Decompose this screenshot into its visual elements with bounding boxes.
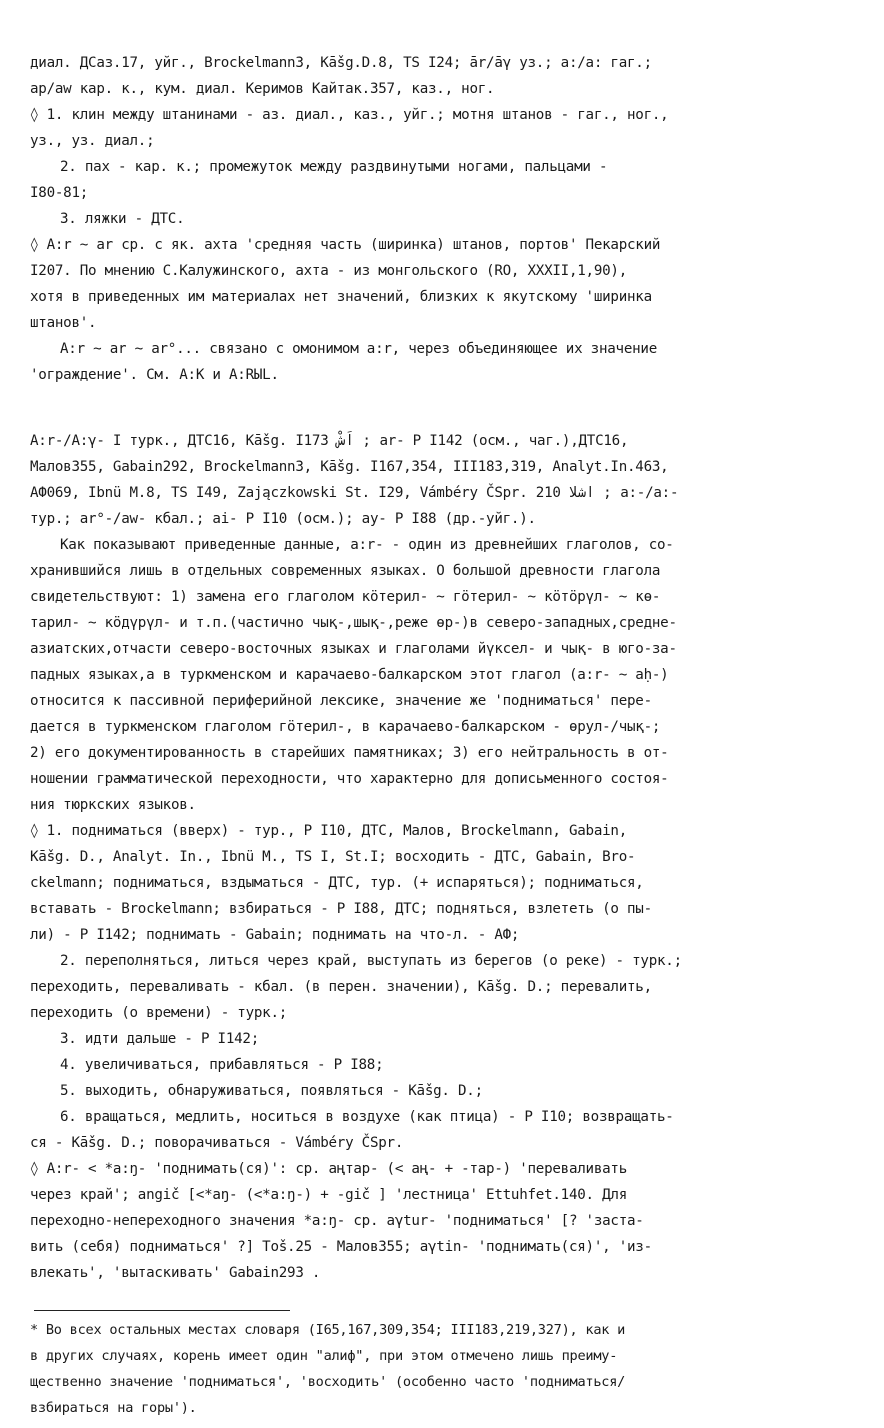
entry-ar-noun <box>30 50 862 388</box>
footnote-line: в других случаях, корень имеет один "алиф", при этом отмечено лишь преиму- <box>30 1348 618 1364</box>
text-line: 5. выходить, обнаруживаться, появляться - Kāšg. D.; <box>60 1083 483 1099</box>
text-line: хотя в приведенных им материалах нет значений, близких к якутскому 'ширинка <box>30 289 652 305</box>
text-line: Как показывают приведенные данные, a:r- - один из древнейших глаголов, со- <box>60 537 674 553</box>
text-line: переходно-непереходного значения *a:ŋ- ср. aγtur- 'подниматься' [? 'заста- <box>30 1213 644 1229</box>
text-line: азиатских,отчасти северо-восточных языках и глаголами йүксел- и чық- в юго-за- <box>30 641 677 657</box>
text-line: ли) - P I142; поднимать - Gabain; поднимать на что-л. - АФ; <box>30 927 520 943</box>
footnote-line: взбираться на горы'). <box>30 1400 197 1416</box>
text-line: вить (себя) подниматься' ?] Toš.25 - Малов355; aγtin- 'поднимать(ся)', 'из- <box>30 1239 652 1255</box>
text-line: относится к пассивной периферийной лексике, значение же 'подниматься' пере- <box>30 693 652 709</box>
text-line: уз., уз. диал.; <box>30 133 155 149</box>
text-line: хранившийся лишь в отдельных современных языках. О большой древности глагола <box>30 563 661 579</box>
text-line: 2) его документированность в старейших памятниках; 3) его нейтральность в от- <box>30 745 669 761</box>
text-line: Kāšg. D., Analyt. In., Ibnü M., TS I, St.I; восходить - ДТС, Gabain, Bro- <box>30 849 636 865</box>
text-line: ся - Kāšg. D.; поворачиваться - Vámbéry ČSpr. <box>30 1135 404 1151</box>
text-line: 3. идти дальше - P I142; <box>60 1031 259 1047</box>
text-line: штанов'. <box>30 315 97 331</box>
text-line: через край'; angič [<*aŋ- (<*a:ŋ-) + -gič ] 'лестница' Ettuhfet.140. Для <box>30 1187 627 1203</box>
text-line: A:r-/A:γ- I турк., ДТС16, Kāšg. I173 اَشْ ; ar- P I142 (осм., чаг.),ДТС16, <box>30 433 629 449</box>
text-line: 2. пах - кар. к.; промежуток между раздвинутыми ногами, пальцами - <box>60 159 608 175</box>
section-gap <box>30 414 862 428</box>
text-line: ◊ A:r- < *a:ŋ- 'поднимать(ся)': ср. аңтар- (< аң- + -тар-) 'переваливать <box>30 1161 627 1177</box>
text-line: 6. вращаться, медлить, носиться в воздухе (как птица) - P I10; возвращать- <box>60 1109 674 1125</box>
text-line: переходить, переваливать - кбал. (в перен. значении), Kāšg. D.; перевалить, <box>30 979 652 995</box>
text-line: ◊ A:r ~ ar ср. с як. ахта 'средняя часть (ширинка) штанов, портов' Пекарский <box>30 237 661 253</box>
text-line: ◊ 1. подниматься (вверх) - тур., P I10, ДТС, Малов, Brockelmann, Gabain, <box>30 823 627 839</box>
text-line: ◊ 1. клин между штанинами - аз. диал., каз., уйг.; мотня штанов - гаг., ног., <box>30 107 669 123</box>
text-line: 4. увеличиваться, прибавляться - P I88; <box>60 1057 384 1073</box>
text-line: ар/aw кар. к., кум. диал. Керимов Кайтак.357, каз., ног. <box>30 81 495 97</box>
text-line: переходить (о времени) - турк.; <box>30 1005 288 1021</box>
footnote <box>30 1317 862 1421</box>
footnote-line: * Во всех остальных местах словаря (I65,167,309,354; III183,219,327), как и <box>30 1322 626 1338</box>
text-line: АФ069, Ibnü M.8, TS I49, Zajączkowski St. I29, Vámbéry ČSpr. 210 اشلا ; a:-/a:- <box>30 485 679 501</box>
text-line: ношении грамматической переходности, что характерно для дописьменного состоя- <box>30 771 669 787</box>
text-line: 2. переполняться, литься через край, выступать из берегов (о реке) - турк.; <box>60 953 682 969</box>
text-line: дается в туркменском глаголом гӧтерил-, в карачаево-балкарском - өрул-/чық-; <box>30 719 661 735</box>
text-line: I80-81; <box>30 185 89 201</box>
entry-ar-verb <box>30 428 862 1286</box>
footnote-rule <box>34 1310 290 1311</box>
text-line: вставать - Brockelmann; взбираться - P I88, ДТС; подняться, взлететь (о пы- <box>30 901 652 917</box>
text-line: I207. По мнению С.Калужинского, ахта - из монгольского (RO, XXXII,1,90), <box>30 263 627 279</box>
text-line: падных языках,а в туркменском и карачаево-балкарском этот глагол (a:r- ~ aḥ-) <box>30 667 669 683</box>
text-line: ния тюркских языков. <box>30 797 196 813</box>
footnote-line: щественно значение 'подниматься', 'восходить' (особенно часто 'подниматься/ <box>30 1374 626 1390</box>
text-line: 3. ляжки - ДТС. <box>60 211 185 227</box>
text-line: свидетельствуют: 1) замена его глаголом кӧтерил- ~ гӧтерил- ~ кӧтӧрүл- ~ кө- <box>30 589 661 605</box>
text-line: тарил- ~ кӧдүрүл- и т.п.(частично чық-,шық-,реже өр-)в северо-западных,средне- <box>30 615 677 631</box>
text-line: ckelmann; подниматься, вздыматься - ДТС, тур. (+ испаряться); подниматься, <box>30 875 644 891</box>
text-line: Малов355, Gabain292, Brockelmann3, Kāšg. I167,354, III183,319, Analyt.In.463, <box>30 459 669 475</box>
text-line: влекать', 'вытаскивать' Gabain293 . <box>30 1265 321 1281</box>
text-line: 'ограждение'. См. A:K и A:RЫL. <box>30 367 279 383</box>
text-line: тур.; ar°-/aw- кбал.; ai- P I10 (осм.); ay- P I88 (др.-уйг.). <box>30 511 536 527</box>
section-gap <box>30 388 862 414</box>
text-line: диал. ДСаз.17, уйг., Brockelmann3, Kāšg.D.8, TS I24; ār/āγ уз.; a:/a: гаг.; <box>30 55 652 71</box>
text-line: A:r ~ ar ~ ar°... связано с омонимом a:r, через объединяющее их значение <box>60 341 657 357</box>
